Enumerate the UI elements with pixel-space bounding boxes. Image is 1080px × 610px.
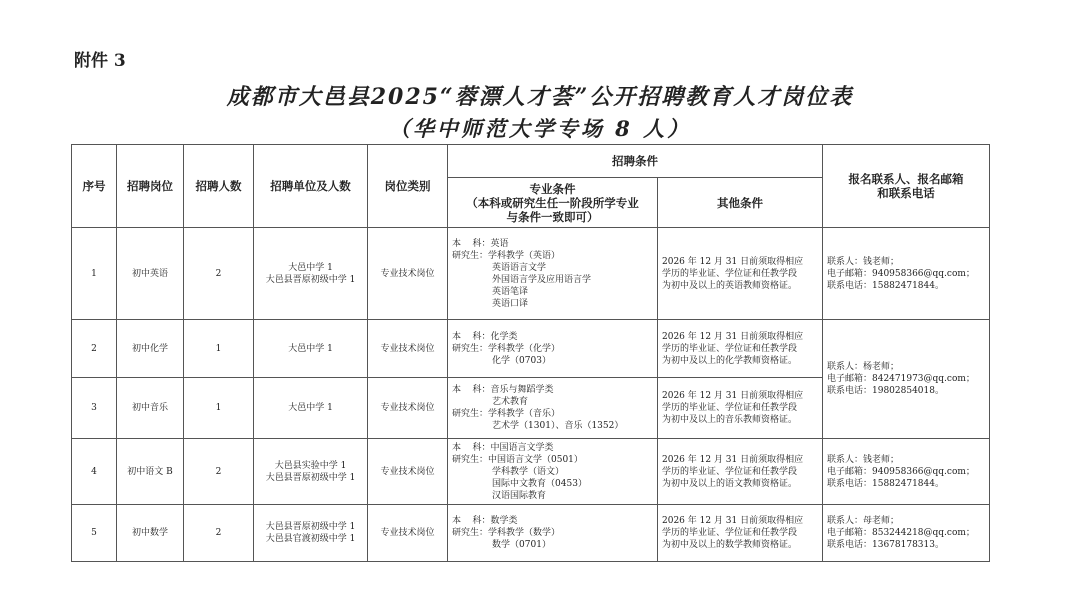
header-unit: 招聘单位及人数 [254,145,368,228]
header-major-title: 专业条件 [529,181,576,196]
major-line: 国际中文教育（0453） [452,478,587,489]
cell-major [448,378,658,439]
major-line: 英语口译 [452,298,529,309]
major-line: 英语语言文学 [452,262,547,273]
table-row [72,320,990,378]
cell-other [658,228,823,320]
other-line: 为初中及以上的数学教师资格证。 [662,540,798,550]
cell-position: 初中语文 B [117,439,184,505]
other-line: 2026 年 12 月 31 日前须取得相应 [662,391,804,401]
major-line: 英语笔译 [452,286,529,297]
cell-seq: 2 [72,320,117,378]
major-line: 研究生：中国语言文学（0501） [452,454,583,465]
other-line: 2026 年 12 月 31 日前须取得相应 [662,331,804,342]
other-line: 为初中及以上的音乐教师资格证。 [662,415,798,425]
contact-person: 联系人：钱老师； [827,454,900,465]
cell-count: 2 [184,505,254,562]
major-line: 本 科：中国语言文学类 [452,442,554,453]
contact-person: 联系人：钱老师； [827,256,900,267]
cell-contact [823,228,990,320]
contact-phone: 联系电话：15882471844。 [827,478,944,489]
contact-phone: 联系电话：15882471844。 [827,280,944,291]
cell-other [658,505,823,562]
header-major-note1: （本科或研究生任一阶段所学专业 [466,195,639,210]
header-count: 招聘人数 [184,145,254,228]
other-line: 为初中及以上的化学教师资格证。 [662,355,798,366]
cell-count: 1 [184,320,254,378]
other-line: 2026 年 12 月 31 日前须取得相应 [662,256,804,267]
other-line: 2026 年 12 月 31 日前须取得相应 [662,454,804,465]
cell-units [254,320,368,378]
contact-email: 电子邮箱：853244218@qq.com； [827,528,975,538]
cell-position: 初中数学 [117,505,184,562]
other-line: 学历的毕业证、学位证和任教学段 [662,466,798,477]
table-row [72,505,990,562]
unit-line: 大邑中学 1 [288,403,333,413]
unit-line: 大邑中学 1 [288,343,333,354]
cell-position: 初中英语 [117,228,184,320]
major-line: 本 科：化学类 [452,331,518,342]
major-line: 数学（0701） [452,540,551,550]
cell-units [254,439,368,505]
header-contact-line2: 和联系电话 [877,186,935,200]
contact-phone: 联系电话：13678178313。 [827,540,944,550]
major-line: 艺术教育 [452,397,529,407]
cell-seq: 1 [72,228,117,320]
header-major [448,178,658,228]
header-position: 招聘岗位 [117,145,184,228]
cell-contact [823,505,990,562]
unit-line: 大邑县晋原初级中学 1 [265,274,356,285]
cell-major [448,320,658,378]
cell-count: 2 [184,439,254,505]
header-seq: 序号 [72,145,117,228]
other-line: 学历的毕业证、学位证和任教学段 [662,403,798,413]
cell-seq: 5 [72,505,117,562]
contact-email: 电子邮箱：842471973@qq.com； [827,374,975,384]
other-line: 学历的毕业证、学位证和任教学段 [662,343,798,354]
header-conditions: 招聘条件 [448,145,823,178]
major-line: 研究生：学科教学（数学） [452,528,561,538]
major-line: 学科教学（语文） [452,466,565,477]
cell-seq: 4 [72,439,117,505]
recruitment-table [71,144,990,562]
cell-count: 1 [184,378,254,439]
major-line: 研究生：学科教学（化学） [452,343,561,354]
table-row [72,228,990,320]
cell-count: 2 [184,228,254,320]
major-line: 本 科：英语 [452,238,509,249]
cell-major [448,439,658,505]
cell-category: 专业技术岗位 [368,378,448,439]
header-contact-line1: 报名联系人、报名邮箱 [848,172,964,186]
contact-person: 联系人：母老师； [827,516,900,526]
unit-line: 大邑中学 1 [288,262,333,273]
other-line: 为初中及以上的语文教师资格证。 [662,478,798,489]
contact-person: 联系人：杨老师； [827,362,900,372]
major-line: 研究生：学科教学（英语） [452,250,561,261]
cell-position: 初中化学 [117,320,184,378]
contact-phone: 联系电话：19802854018。 [827,386,944,396]
unit-line: 大邑县晋原初级中学 1 [265,522,356,532]
cell-other [658,378,823,439]
cell-major [448,505,658,562]
other-line: 2026 年 12 月 31 日前须取得相应 [662,516,804,526]
major-line: 化学（0703） [452,355,551,366]
other-line: 为初中及以上的英语教师资格证。 [662,280,798,291]
cell-units [254,505,368,562]
table-row [72,439,990,505]
header-major-note2: 与条件一致即可） [506,209,599,224]
cell-other [658,320,823,378]
major-line: 艺术学（1301）、音乐（1352） [452,421,624,431]
unit-line: 大邑县实验中学 1 [274,460,347,471]
unit-line: 大邑县晋原初级中学 1 [265,472,356,483]
cell-seq: 3 [72,378,117,439]
other-line: 学历的毕业证、学位证和任教学段 [662,268,798,279]
header-other: 其他条件 [658,178,823,228]
contact-email: 电子邮箱：940958366@qq.com； [827,466,975,477]
major-line: 本 科：数学类 [452,516,518,526]
cell-category: 专业技术岗位 [368,505,448,562]
other-line: 学历的毕业证、学位证和任教学段 [662,528,798,538]
cell-category: 专业技术岗位 [368,320,448,378]
cell-other [658,439,823,505]
header-contact [823,145,990,228]
document-title: 成都市大邑县2025“蓉漂人才荟”公开招聘教育人才岗位表 [226,84,854,110]
cell-category: 专业技术岗位 [368,439,448,505]
header-category: 岗位类别 [368,145,448,228]
cell-category: 专业技术岗位 [368,228,448,320]
cell-contact [823,439,990,505]
major-line: 本 科：音乐与舞蹈学类 [452,385,554,395]
cell-major [448,228,658,320]
document-subtitle: （华中师范大学专场 8 人） [388,116,692,141]
unit-line: 大邑县官渡初级中学 1 [265,534,356,544]
contact-email: 电子邮箱：940958366@qq.com； [827,268,975,279]
cell-units [254,228,368,320]
major-line: 汉语国际教育 [452,490,547,501]
major-line: 外国语言学及应用语言学 [452,274,592,285]
cell-position: 初中音乐 [117,378,184,439]
attachment-label: 附件 3 [74,51,126,71]
cell-contact [823,320,990,439]
major-line: 研究生：学科教学（音乐） [452,409,561,419]
cell-units [254,378,368,439]
